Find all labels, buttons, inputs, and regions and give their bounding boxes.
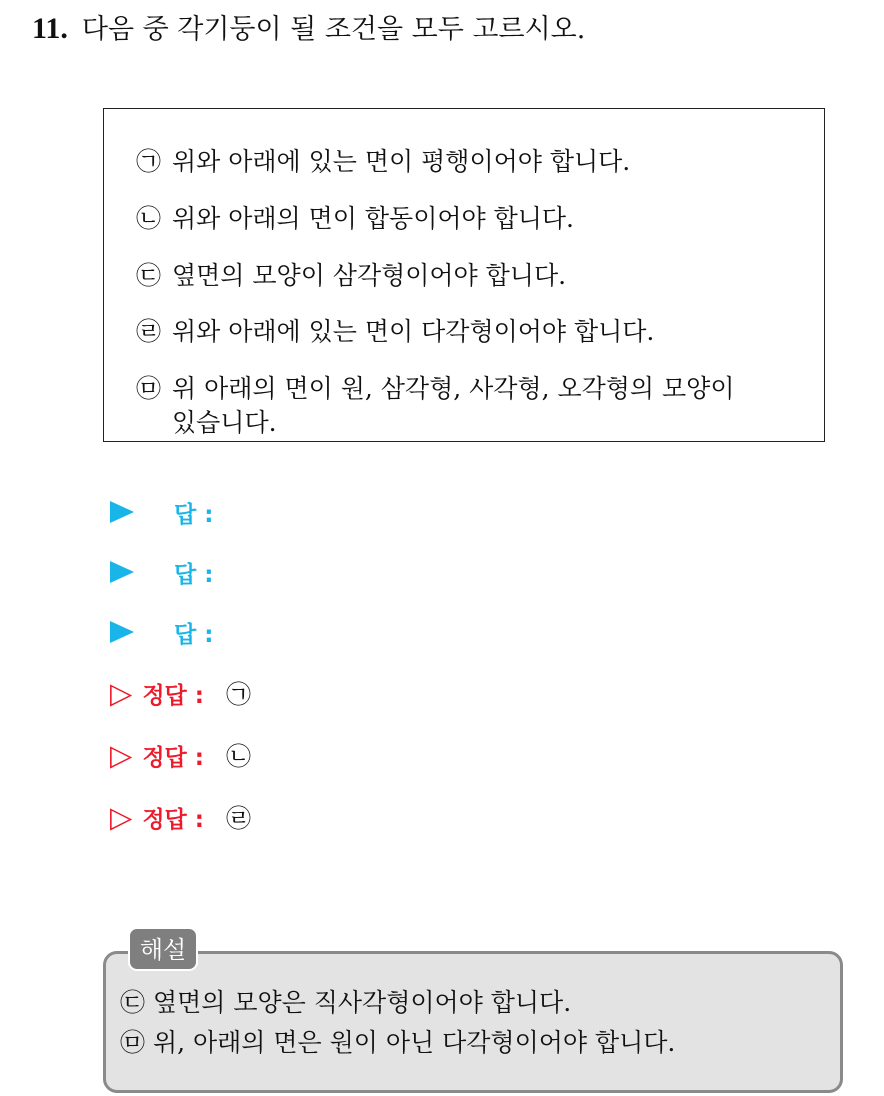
outline-triangle-icon: ▷ [110, 799, 133, 834]
correct-answer-row [110, 799, 251, 835]
choice-item [136, 372, 734, 440]
answer-row [110, 614, 213, 650]
choice-item [136, 259, 566, 293]
outline-triangle-icon: ▷ [110, 675, 133, 710]
correct-answer-value: ㉣ [225, 804, 251, 833]
explanation-line: ㉤ 위, 아래의 면은 원이 아닌 다각형이어야 합니다. [120, 1028, 676, 1057]
choice-box [103, 108, 825, 442]
choice-mark: ㉠ [136, 147, 162, 176]
choice-text: 위 아래의 면이 원, 삼각형, 사각형, 오각형의 모양이 [172, 374, 735, 403]
correct-answer-row [110, 737, 251, 773]
answer-label: 답 : [174, 621, 214, 648]
choice-item [136, 315, 654, 349]
explanation-tag: 해설 [128, 927, 198, 971]
choice-item [136, 202, 574, 236]
choice-mark: ㉡ [136, 204, 162, 233]
explanation-line: ㉢ 옆면의 모양은 직사각형이어야 합니다. [120, 988, 572, 1017]
correct-answer-value: ㉡ [225, 742, 251, 771]
outline-triangle-icon: ▷ [110, 737, 133, 772]
choice-mark: ㉤ [136, 374, 162, 403]
play-triangle-icon [110, 561, 134, 583]
question [32, 10, 585, 49]
answer-label: 답 : [174, 561, 214, 588]
choice-item [136, 145, 630, 179]
choice-text: 옆면의 모양이 삼각형이어야 합니다. [172, 261, 567, 290]
choice-text: 위와 아래에 있는 면이 다각형이어야 합니다. [172, 317, 655, 346]
correct-answer-label: 정답 : [142, 744, 204, 771]
choice-text: 위와 아래에 있는 면이 평행이어야 합니다. [172, 147, 631, 176]
play-triangle-icon [110, 501, 134, 523]
choice-text-continuation: 있습니다. [172, 408, 277, 437]
explanation-box [103, 951, 843, 1093]
correct-answer-row [110, 675, 251, 711]
correct-answer-label: 정답 : [142, 682, 204, 709]
answer-row [110, 494, 213, 530]
answer-label: 답 : [174, 501, 214, 528]
correct-answer-value: ㉠ [225, 680, 251, 709]
correct-answer-label: 정답 : [142, 806, 204, 833]
choice-mark: ㉣ [136, 317, 162, 346]
question-number: 11. [32, 12, 68, 45]
play-triangle-icon [110, 621, 134, 643]
choice-mark: ㉢ [136, 261, 162, 290]
choice-text: 위와 아래의 면이 합동이어야 합니다. [172, 204, 574, 233]
answer-row [110, 554, 213, 590]
question-text: 다음 중 각기둥이 될 조건을 모두 고르시오. [81, 14, 586, 45]
